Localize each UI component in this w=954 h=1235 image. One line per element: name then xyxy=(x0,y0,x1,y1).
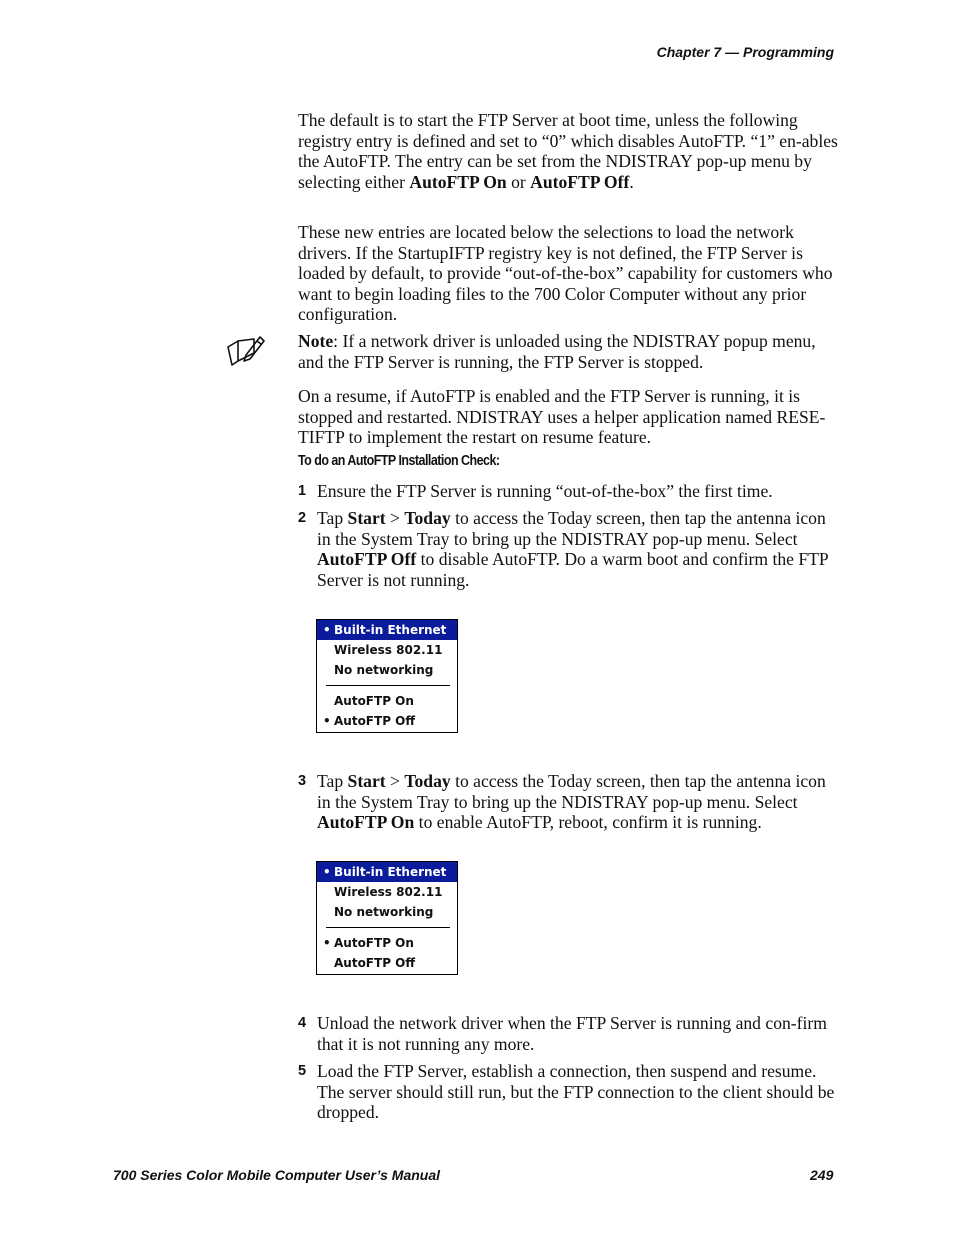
step-number: 5 xyxy=(298,1063,307,1079)
note-paragraph xyxy=(298,331,843,372)
menu-item-no-networking[interactable]: No networking xyxy=(334,663,434,677)
procedure-heading: To do an AutoFTP Installation Check: xyxy=(298,453,500,469)
step-number: 1 xyxy=(298,483,307,499)
step-text: Ensure the FTP Server is running “out-of-the-box” the first time. xyxy=(317,481,773,501)
paragraph-new-entries: These new entries are located below the selections to load the network drivers. If the StartupIFTP registry key is not defined, the FTP Server is loaded by default, to provide “out-of-the-box” capability for customers who want to begin loading files to the 700 Color Computer without any prior configuration. xyxy=(298,222,833,324)
menu-separator xyxy=(326,685,450,686)
p1-end: . xyxy=(629,171,634,192)
running-header: Chapter 7 — Programming xyxy=(656,44,834,60)
menu-item-built-in-ethernet[interactable]: • Built-in Ethernet xyxy=(317,862,457,882)
menu-item-wireless[interactable]: Wireless 802.11 xyxy=(334,885,443,899)
footer-manual-title: 700 Series Color Mobile Computer User’s Manual xyxy=(113,1167,441,1183)
note-text: : If a network driver is unloaded using the NDISTRAY popup menu, and the FTP Server is running, the FTP Server is stopped. xyxy=(298,331,816,372)
menu-item-autoftp-off[interactable]: AutoFTP Off xyxy=(334,956,416,970)
menu-item-wireless[interactable]: Wireless 802.11 xyxy=(334,643,443,657)
note-pencil-icon xyxy=(224,333,266,371)
menu-separator xyxy=(326,927,450,928)
menu-item-autoftp-on[interactable]: • AutoFTP On xyxy=(323,936,414,950)
p1-bold-off: AutoFTP Off xyxy=(530,171,630,192)
step-number: 4 xyxy=(298,1015,307,1031)
step-text: Tap Start > Today to access the Today screen, then tap the antenna icon in the System Tray to bring up the NDISTRAY pop-up menu. Select AutoFTP Off to disable AutoFTP. Do a warm boot and confirm the FTP Server is not running. xyxy=(317,508,829,590)
p1-text: The default is to start the FTP Server at boot time, unless the following registry entry is defined and set to “0” which disables AutoFTP. “1” en-ables the AutoFTP. The entry can be set from the NDISTRAY pop-up menu by selecting either xyxy=(298,110,838,192)
ndistray-menu-autoftp-off xyxy=(316,619,458,733)
note-label: Note xyxy=(298,331,334,351)
menu-item-autoftp-off[interactable]: • AutoFTP Off xyxy=(323,714,416,728)
ndistray-menu-autoftp-on xyxy=(316,861,458,975)
step-number: 2 xyxy=(298,510,307,526)
p1-mid: or xyxy=(506,171,531,192)
paragraph-autoftp-default xyxy=(298,110,843,192)
menu-item-no-networking[interactable]: No networking xyxy=(334,905,434,919)
footer-page-number: 249 xyxy=(810,1167,834,1183)
step-number: 3 xyxy=(298,773,307,789)
step-text: Load the FTP Server, establish a connection, then suspend and resume. The server should still run, but the FTP connection to the client should be dropped. xyxy=(317,1061,835,1122)
p1-bold-on: AutoFTP On xyxy=(409,171,507,192)
step-text: Unload the network driver when the FTP Server is running and con-firm that it is not running any more. xyxy=(317,1013,827,1054)
step-text: Tap Start > Today to access the Today screen, then tap the antenna icon in the System Tray to bring up the NDISTRAY pop-up menu. Select AutoFTP On to enable AutoFTP, reboot, confirm it is running. xyxy=(317,771,826,832)
menu-item-autoftp-on[interactable]: AutoFTP On xyxy=(334,694,414,708)
paragraph-resume: On a resume, if AutoFTP is enabled and the FTP Server is running, it is stopped and restarted. NDISTRAY uses a helper application named RESE-TIFTP to implement the restart on resume feature. xyxy=(298,386,826,447)
menu-item-built-in-ethernet[interactable]: • Built-in Ethernet xyxy=(317,620,457,640)
